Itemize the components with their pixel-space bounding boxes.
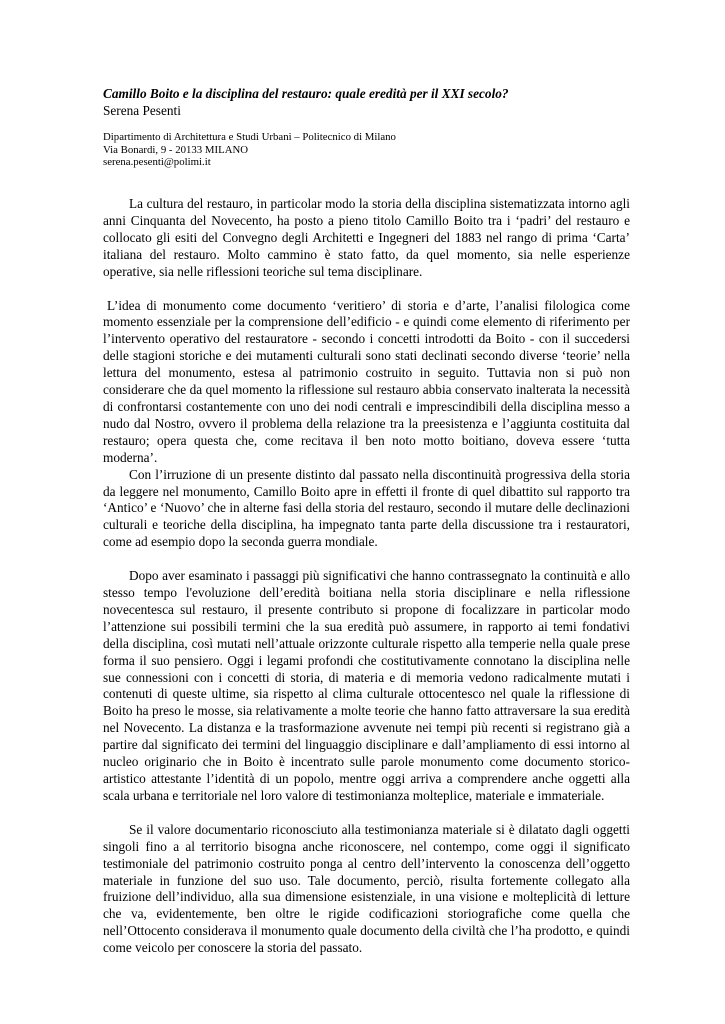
body-paragraph: Se il valore documentario riconosciuto alla testimonianza materiale si è dilatato dagli oggetti singoli fino a al territorio bisogna anche riconoscere, nel contempo, come oggi il significato testimoniale del patrimonio costruito ponga al centro dell’intervento la conoscenza dell’oggetto materiale in funzione del suo uso. Tale documento, perciò, risulta fortemente collegato alla fruizione dell’individuo, alla sua dimensione esistenziale, in una visione e molteplicità di letture che va, evidentemente, ben oltre le rigide codificazioni storiografiche come quella che nell’Ottocento considerava il monumento quale documento della civiltà che l’ha prodotto, e quindi come veicolo per conoscere la storia del passato. [103,821,630,956]
affiliation-address: Via Bonardi, 9 - 20133 MILANO [103,143,249,156]
body-paragraph: Dopo aver esaminato i passaggi più significativi che hanno contrassegnato la continuità e allo stesso tempo l'evoluzione dell’eredità boitiana nella storia disciplinare e nella riflessione novecentesca sul restauro, il presente contributo si propone di focalizzare in particolar modo l’attenzione sui possibili termini che la sua eredità può assumere, in rapporto ai temi fondativi della disciplina, così mutati nell’attuale orizzonte culturale rispetto alla temperie nella quale prese forma il suo pensiero. Oggi i legami profondi che costitutivamente connotano la disciplina nelle sue connessioni con i concetti di storia, di materia e di memoria vedono radicalmente mutati i contenuti di queste ultime, sia rispetto al clima culturale ottocentesco nel quale la riflessione di Boito ha preso le mosse, sia relativamente a molte teorie che hanno fatto attraversare la sua eredità nel Novecento. La distanza e la trasformazione avvenute nei tempi più recenti si registrano già a partire dal significato dei termini del linguaggio disciplinare e dall’ampliamento di essi intorno al nucleo originario che in Boito è incentrato sulle parole monumento come documento storico-artistico attestante l’identità di un popolo, mentre oggi arriva a comprendere anche oggetti alla scala urbana e territoriale nel loro valore di testimonianza molteplice, materiale e immateriale. [103,568,630,803]
affiliation-email: serena.pesenti@polimi.it [103,156,211,168]
body-paragraph: La cultura del restauro, in particolar modo la storia della disciplina sistematizzata intorno agli anni Cinquanta del Novecento, ha posto a pieno titolo Camillo Boito tra i ‘padri’ del restauro e collocato gli esiti del Convegno degli Architetti e Ingegneri del 1883 nel rango di prima ‘Carta’ italiana del restauro. Molto cammino è stato fatto, da quel momento, sia nelle esperienze operative, sia nelle riflessioni teoriche sul tema disciplinare. [103,196,630,279]
paper-header [103,86,623,169]
body-paragraph: L’idea di monumento come documento ‘veritiero’ di storia e d’arte, l’analisi filologica come momento essenziale per la comprensione dell’edificio - e quindi come elemento di riferimento per l’intervento operativo del restauratore - secondo i concetti introdotti da Boito - con il succedersi delle stagioni storiche e dei mutamenti culturali sono stati declinati secondo diverse ‘teorie’ nella lettura del monumento, estesa al patrimonio costruito in seguito. Tuttavia non si può non considerare che da quel momento la riflessione sul restauro abbia conservato inalterata la necessità di confrontarsi costantemente con uno dei nodi centrali e imprescindibili della disciplina messo a nudo dal Nostro, ovvero il problema della relazione tra la preesistenza e l’aggiunta costituita dal restauro; opera questa che, come recitava il ben noto motto boitiano, doveva essere ‘tutta moderna’. [103,297,630,465]
author-name: Serena Pesenti [103,103,181,118]
paper-title: Camillo Boito e la disciplina del restauro: quale eredità per il XXI secolo? [103,86,509,101]
affiliation-department: Dipartimento di Architettura e Studi Urbani – Politecnico di Milano [103,131,396,143]
document-body [103,196,630,957]
affiliation-block [103,131,623,169]
body-paragraph: Con l’irruzione di un presente distinto dal passato nella discontinuità progressiva della storia da leggere nel monumento, Camillo Boito apre in effetti il fronte di quel dibattito sul rapporto tra ‘Antico’ e ‘Nuovo’ che in alterne fasi della storia del restauro, secondo il mutare delle declinazioni culturali e teoriche della disciplina, ha impegnato tanta parte della discussione tra i restauratori, come ad esempio dopo la seconda guerra mondiale. [103,466,630,550]
